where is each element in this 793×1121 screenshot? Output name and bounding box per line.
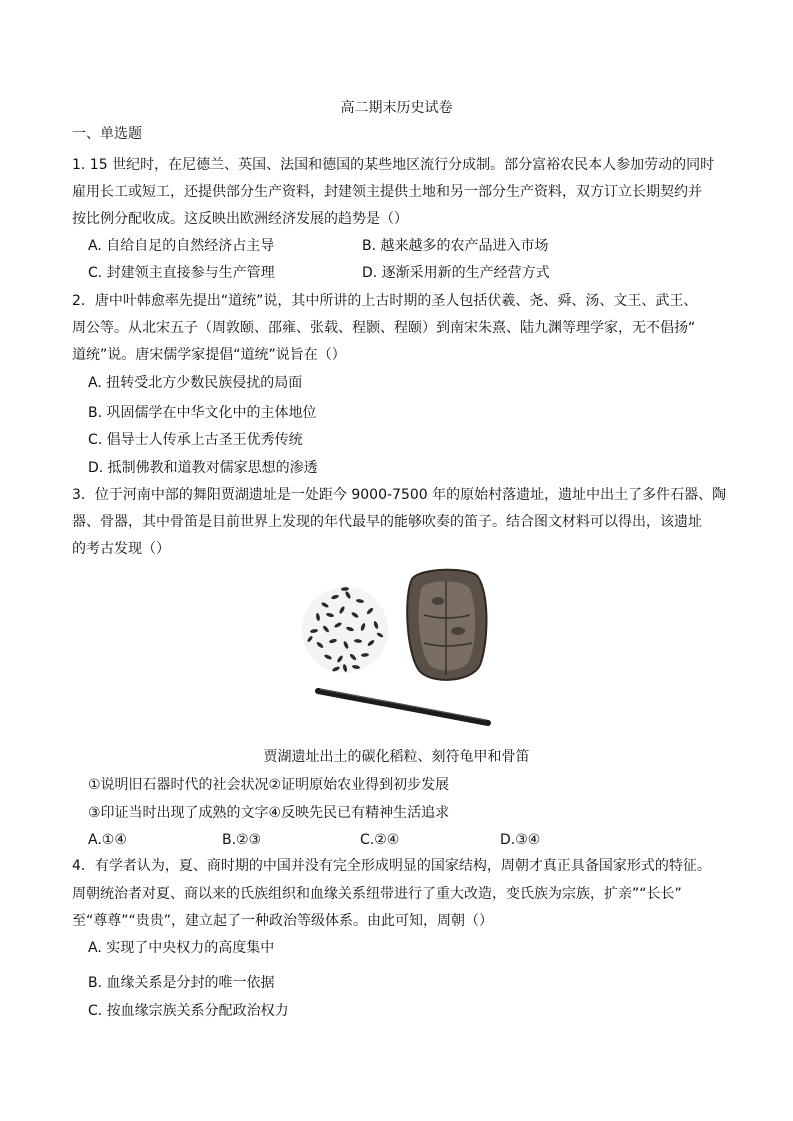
q2-stem-line-1: 2．唐中叶韩愈率先提出“道统”说，其中所讲的上古时期的圣人包括伏羲、尧、舜、汤、文王、武王、 (72, 293, 698, 309)
figure-caption: 贾湖遗址出土的碳化稻粒、刻符龟甲和骨笛 (263, 749, 530, 765)
q4-option-c: C. 按血缘宗族关系分配政治权力 (88, 1003, 289, 1019)
q1-option-b: B. 越来越多的农产品进入市场 (362, 238, 549, 254)
q2-stem-line-3: 道统”说。唐宋儒学家提倡“道统”说旨在（） (72, 347, 346, 363)
q3-stem-line-2: 器、骨器，其中骨笛是目前世界上发现的年代最早的能够吹奏的笛子。结合图文材料可以得出，该遗址 (72, 514, 702, 530)
q4-stem-line-1: 4．有学者认为，夏、商时期的中国并没有完全形成明显的国家结构，周朝才真正具备国家形式的特征。 (72, 858, 711, 874)
q3-option-d: D.③④ (500, 832, 541, 848)
q3-stem-line-3: 的考古发现（） (72, 541, 170, 557)
q2-option-c: C. 倡导士人传承上古圣王优秀传统 (88, 432, 303, 448)
jiahu-artifacts-figure (300, 565, 500, 740)
q1-option-c: C. 封建领主直接参与生产管理 (88, 265, 275, 281)
q4-option-a: A. 实现了中央权力的高度集中 (88, 940, 275, 956)
q1-option-d: D. 逐渐采用新的生产经营方式 (362, 265, 550, 281)
tortoise-shell-image (407, 570, 486, 680)
q4-stem-line-3: 至“尊尊”“贵贵”，建立起了一种政治等级体系。由此可知，周朝（） (72, 913, 494, 929)
q2-option-d: D. 抵制佛教和道教对儒家思想的渗透 (88, 460, 318, 476)
q2-option-a: A. 扭转受北方少数民族侵扰的局面 (88, 375, 303, 391)
q3-statement-1: ①说明旧石器时代的社会状况②证明原始农业得到初步发展 (88, 777, 450, 793)
q3-statement-2: ③印证当时出现了成熟的文字④反映先民已有精神生活追求 (88, 805, 450, 821)
q1-option-a: A. 自给自足的自然经济占主导 (88, 238, 275, 254)
page-title: 高二期末历史试卷 (340, 100, 453, 116)
q1-stem-line-2: 雇用长工或短工，还提供部分生产资料，封建领主提供土地和另一部分生产资料，双方订立长期契约并 (72, 184, 702, 200)
q3-option-c: C.②④ (360, 832, 400, 848)
q3-stem-line-1: 3．位于河南中部的舞阳贾湖遗址是一处距今 9000-7500 年的原始村落遗址，遗址中出土了多件石器、陶 (72, 487, 727, 503)
q2-stem-line-2: 周公等。从北宋五子（周敦颐、邵雍、张载、程颢、程颐）到南宋朱熹、陆九渊等理学家，无不倡扬“ (72, 320, 696, 336)
bone-flute-image (318, 689, 488, 723)
rice-grains-image (302, 587, 388, 673)
q2-option-b: B. 巩固儒学在中华文化中的主体地位 (88, 405, 317, 421)
q1-stem-line-3: 按比例分配收成。这反映出欧洲经济发展的趋势是（） (72, 211, 408, 227)
q4-stem-line-2: 周朝统治者对夏、商以来的氏族组织和血缘关系纽带进行了重大改造，变氏族为宗族，扩亲”“长长” (72, 886, 682, 902)
q3-option-a: A.①④ (88, 832, 127, 848)
q3-option-b: B.②③ (222, 832, 262, 848)
q4-option-b: B. 血缘关系是分封的唯一依据 (88, 975, 275, 991)
section-heading: 一、单选题 (72, 126, 142, 142)
q1-stem-line-1: 1. 15 世纪时，在尼德兰、英国、法国和德国的某些地区流行分成制。部分富裕农民本人参加劳动的同时 (72, 157, 715, 173)
